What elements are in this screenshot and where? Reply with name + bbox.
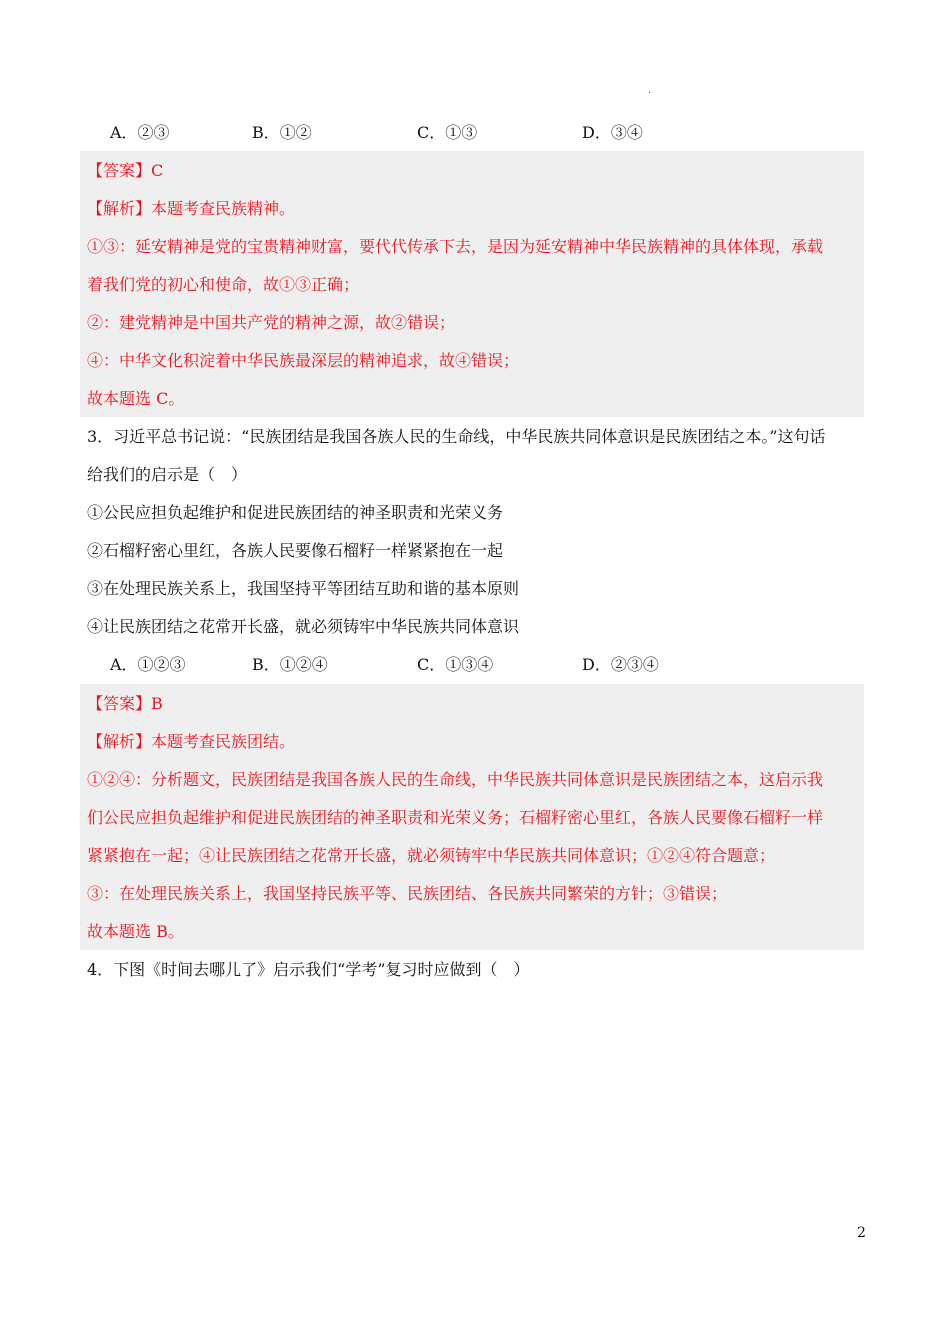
q3-item: ①公民应担负起维护和促进民族团结的神圣职责和光荣义务 (87, 503, 504, 522)
q3-item: ④让民族团结之花常开长盛，就必须铸牢中华民族共同体意识 (87, 617, 520, 636)
q3-stem-line: 3．习近平总书记说：“民族团结是我国各族人民的生命线，中华民族共同体意识是民族团结之本。”这句话 (87, 427, 826, 446)
q2-analysis-line: ④：中华文化积淀着中华民族最深层的精神追求，故④错误； (87, 351, 520, 370)
q3-answer-box (80, 684, 864, 950)
q2-analysis-label: 【解析】本题考查民族精神。 (87, 199, 296, 218)
q3-analysis-line: 们公民应担负起维护和促进民族团结的神圣职责和光荣义务；石榴籽密心里红，各族人民要像石榴籽一样 (87, 808, 824, 827)
q2-option-a: A．②③ (110, 123, 170, 142)
q2-option-b: B．①② (252, 123, 312, 142)
q2-answer-box (80, 151, 864, 417)
q2-answer-label: 【答案】C (87, 161, 164, 180)
q3-analysis-line: 故本题选 B。 (87, 922, 184, 941)
q3-item: ②石榴籽密心里红，各族人民要像石榴籽一样紧紧抱在一起 (87, 541, 504, 560)
q3-analysis-line: ③：在处理民族关系上，我国坚持民族平等、民族团结、各民族共同繁荣的方针；③错误； (87, 884, 728, 903)
q2-analysis-line: 着我们党的初心和使命，故①③正确； (87, 275, 360, 294)
q3-analysis-line: ①②④：分析题文，民族团结是我国各族人民的生命线，中华民族共同体意识是民族团结之本，这启示我 (87, 770, 824, 789)
q3-stem-line: 给我们的启示是（ ） (87, 465, 248, 484)
q2-analysis-line: ②：建党精神是中国共产党的精神之源，故②错误； (87, 313, 456, 332)
q3-option-b: B．①②④ (252, 655, 328, 674)
q2-analysis-line: ①③：延安精神是党的宝贵精神财富，要代代传承下去，是因为延安精神中华民族精神的具体体现，承载 (87, 237, 824, 256)
q2-option-d: D．③④ (582, 123, 643, 142)
header-mark: · (648, 88, 652, 99)
q2-analysis-line: 故本题选 C。 (87, 389, 185, 408)
q3-analysis-line: 紧紧抱在一起；④让民族团结之花常开长盛，就必须铸牢中华民族共同体意识；①②④符合题意； (87, 846, 776, 865)
q4-stem: 4．下图《时间去哪儿了》启示我们“学考”复习时应做到（ ） (87, 960, 530, 979)
q3-option-c: C．①③④ (417, 655, 494, 674)
q3-item: ③在处理民族关系上，我国坚持平等团结互助和谐的基本原则 (87, 579, 520, 598)
page-number: 2 (857, 1225, 866, 1241)
q2-option-c: C．①③ (417, 123, 478, 142)
q3-option-a: A．①②③ (110, 655, 186, 674)
q3-analysis-label: 【解析】本题考查民族团结。 (87, 732, 296, 751)
q3-option-d: D．②③④ (582, 655, 659, 674)
q3-answer-label: 【答案】B (87, 694, 163, 713)
